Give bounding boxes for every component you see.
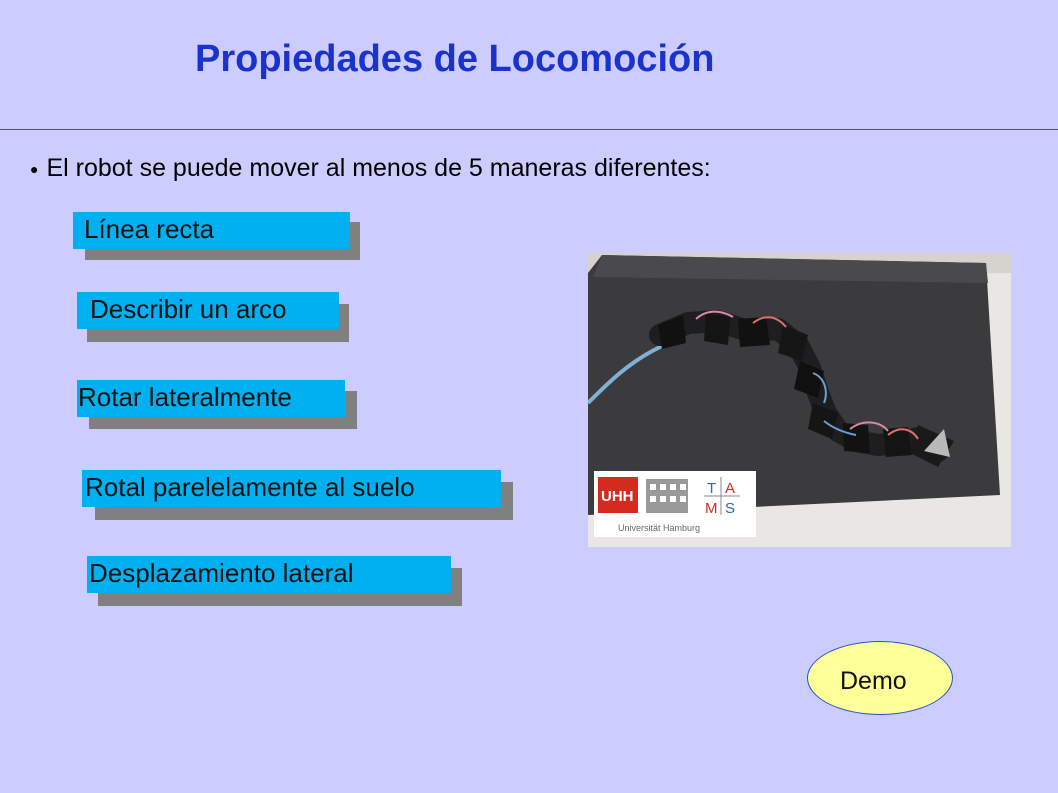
bullet-point: [30, 154, 711, 183]
slide-title: Propiedades de Locomoción: [195, 38, 715, 80]
uhh-logo-text: UHH: [601, 488, 634, 505]
demo-button-label: Demo: [840, 667, 907, 695]
item-label: Desplazamiento lateral: [87, 556, 451, 593]
demo-button[interactable]: [807, 641, 953, 715]
tams-logo-m: M: [705, 500, 718, 517]
tams-logo-s: S: [725, 500, 736, 517]
item-label: Línea recta: [73, 212, 350, 249]
item-label: Rotar lateralmente: [77, 380, 345, 417]
tams-logo-a: A: [725, 480, 736, 497]
university-logo-card: [594, 471, 756, 537]
item-label: Describir un arco: [77, 292, 339, 329]
bullet-icon: ●: [30, 161, 39, 178]
robot-photo-drawing: [588, 253, 1011, 547]
title-divider: [0, 129, 1058, 130]
bullet-text: El robot se puede mover al menos de 5 maneras diferentes:: [46, 154, 711, 182]
robot-photo: [588, 253, 1011, 547]
item-label: Rotal parelelamente al suelo: [82, 470, 501, 507]
logo-caption: Universität Hamburg: [618, 523, 701, 533]
tams-logo-t: T: [707, 480, 717, 497]
